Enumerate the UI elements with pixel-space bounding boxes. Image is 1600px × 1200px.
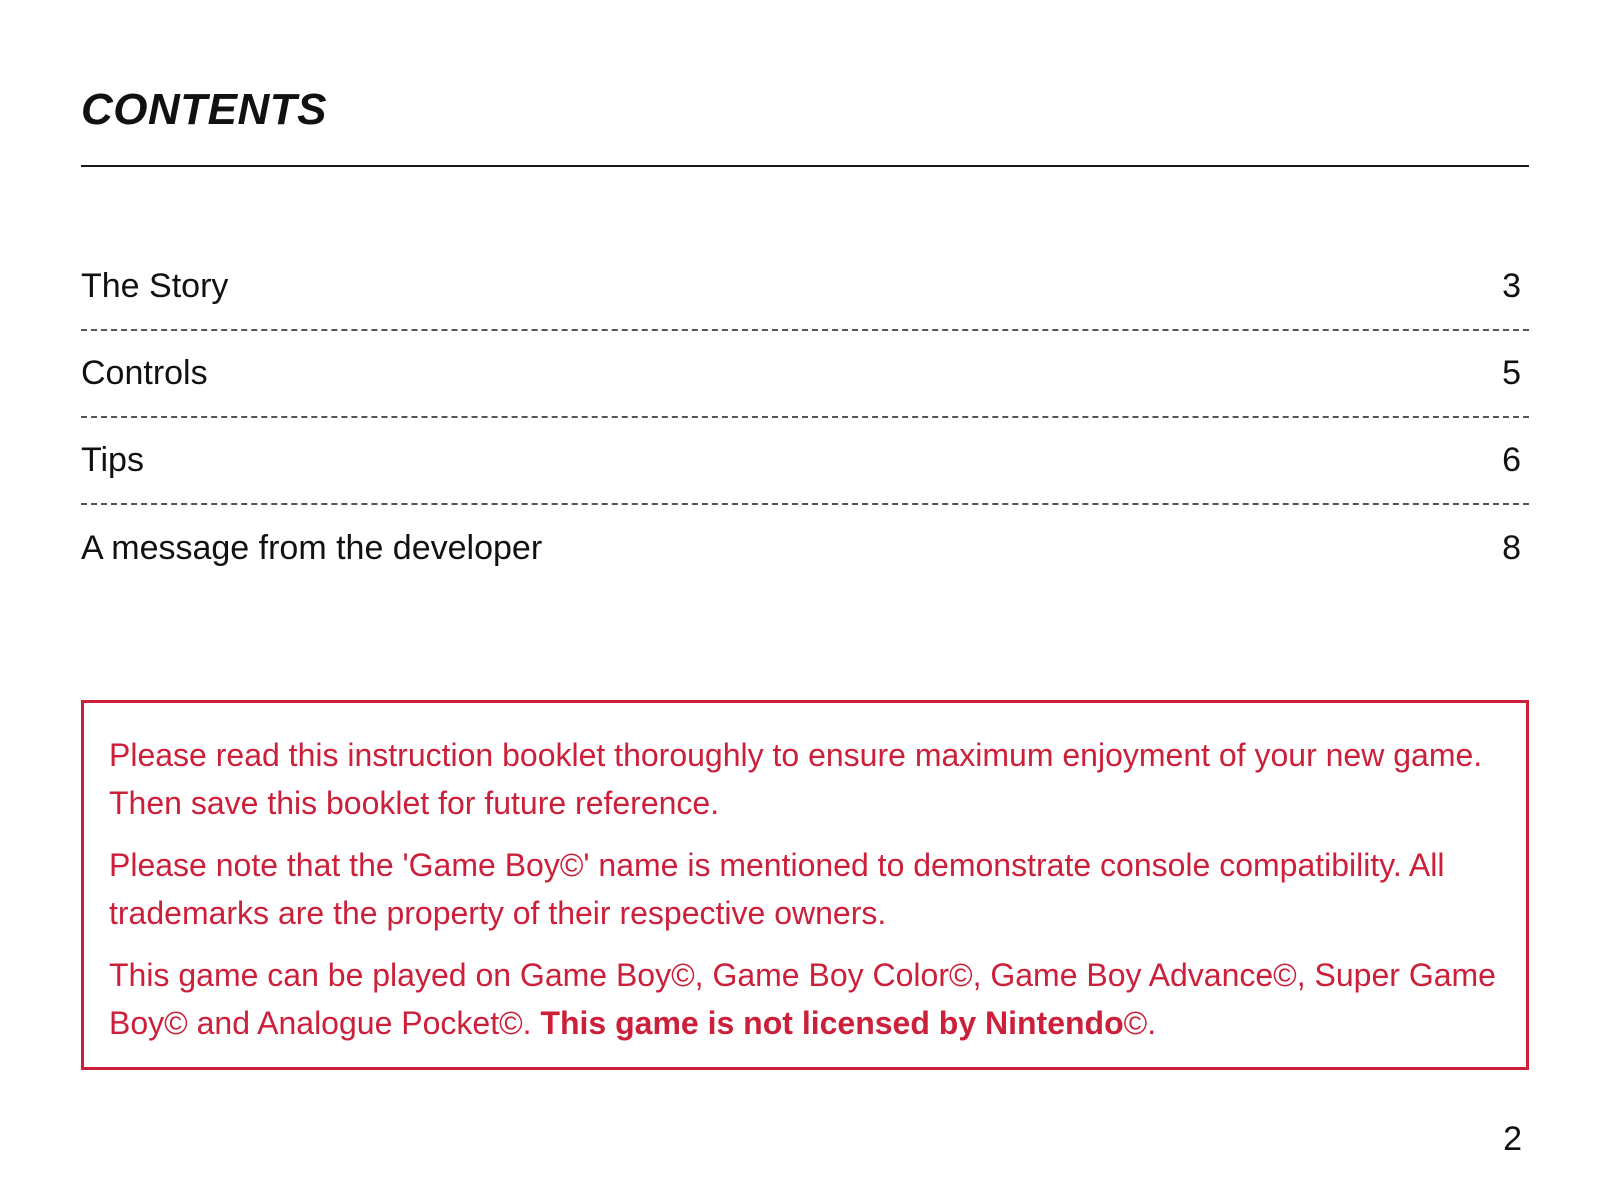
toc-item-page: 3 [1502, 267, 1521, 305]
toc-item-label: A message from the developer [81, 529, 543, 567]
toc-item-page: 6 [1502, 441, 1521, 479]
toc-item-label: The Story [81, 267, 229, 305]
toc-item-page: 8 [1502, 529, 1521, 567]
toc-item-label: Controls [81, 354, 208, 392]
toc-item-the-story[interactable] [81, 244, 1529, 331]
page-title: CONTENTS [81, 85, 327, 134]
toc-item-label: Tips [81, 441, 144, 479]
toc-item-tips[interactable] [81, 418, 1529, 505]
compatibility-text: This game can be played on Game Boy©, Game Boy Color©, Game Boy Advance©, Super Game Boy© and Analogue Pocket©. [109, 957, 1496, 1041]
notice-paragraph-trademarks: Please note that the 'Game Boy©' name is mentioned to demonstrate console compatibility. All trademarks are the property of their respective owners. [109, 847, 1445, 931]
title-divider [81, 165, 1529, 167]
notice-paragraph-instructions: Please read this instruction booklet thoroughly to ensure maximum enjoyment of your new game. Then save this booklet for future reference. [109, 737, 1483, 821]
notice-paragraph-compatibility [109, 951, 1501, 1047]
toc-item-page: 5 [1502, 354, 1521, 392]
license-disclaimer: This game is not licensed by Nintendo [540, 1005, 1124, 1041]
toc-item-developer-message[interactable] [81, 505, 1529, 592]
page-number: 2 [1503, 1120, 1522, 1158]
table-of-contents [81, 244, 1529, 592]
compatibility-tail: ©. [1123, 1005, 1157, 1041]
notice-box [81, 700, 1529, 1070]
toc-item-controls[interactable] [81, 331, 1529, 418]
